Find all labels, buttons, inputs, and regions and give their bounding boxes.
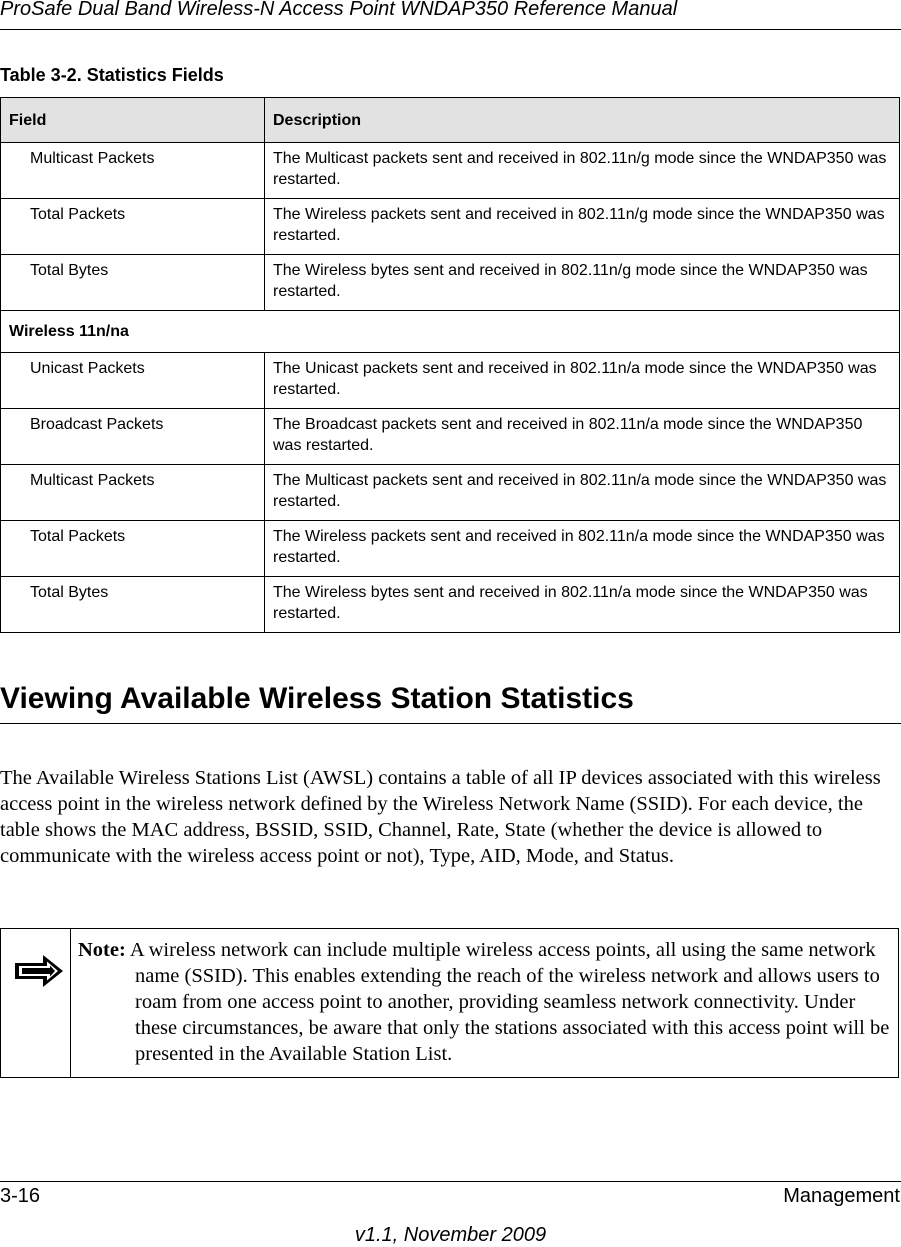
column-header-description: Description [265, 98, 900, 143]
statistics-fields-table [0, 97, 900, 633]
table-row [1, 143, 900, 199]
table-caption: Table 3-2. Statistics Fields [0, 65, 224, 85]
arrow-right-icon [13, 953, 65, 989]
table-section-row [1, 311, 900, 353]
table-header-row [1, 98, 900, 143]
description-cell: The Multicast packets sent and received in 802.11n/g mode since the WNDAP350 was restarted. [265, 143, 900, 199]
field-cell: Broadcast Packets [1, 409, 265, 465]
field-cell: Unicast Packets [1, 353, 265, 409]
field-cell: Multicast Packets [1, 143, 265, 199]
field-cell: Total Bytes [1, 255, 265, 311]
footer-rule [0, 1181, 901, 1182]
heading-rule [0, 723, 901, 724]
footer-page-number: 3-16 [0, 1185, 41, 1207]
description-cell: The Unicast packets sent and received in 802.11n/a mode since the WNDAP350 was restarted. [265, 353, 900, 409]
field-cell: Total Packets [1, 521, 265, 577]
description-cell: The Wireless bytes sent and received in 802.11n/g mode since the WNDAP350 was restarted. [265, 255, 900, 311]
note-body: A wireless network can include multiple wireless access points, all using the same network name (SSID). This enables extending the reach of the wireless network and allows users to roam from one access point to another, providing seamless network connectivity. Under these circumstances, be aware that only the stations associated with this access point will be presented in the Available Station List. [129, 939, 890, 1065]
description-cell: The Broadcast packets sent and received in 802.11n/a mode since the WNDAP350 was restarted. [265, 409, 900, 465]
table-row [1, 577, 900, 633]
field-cell: Total Packets [1, 199, 265, 255]
note-box [0, 928, 899, 1078]
note-label: Note: [78, 939, 126, 961]
field-cell: Multicast Packets [1, 465, 265, 521]
section-label-cell: Wireless 11n/na [1, 311, 900, 353]
table-row [1, 409, 900, 465]
body-paragraph: The Available Wireless Stations List (AWSL) contains a table of all IP devices associated with this wireless access point in the wireless network defined by the Wireless Network Name (SSID). For each device, the table shows the MAC address, BSSID, SSID, Channel, Rate, State (whether the device is allowed to communicate with the wireless access point or not), Type, AID, Mode, and Status. [0, 767, 881, 867]
description-cell: The Multicast packets sent and received in 802.11n/a mode since the WNDAP350 was restarted. [265, 465, 900, 521]
header-rule [0, 29, 901, 30]
page-header-title: ProSafe Dual Band Wireless-N Access Point WNDAP350 Reference Manual [0, 0, 678, 20]
description-cell: The Wireless packets sent and received in 802.11n/g mode since the WNDAP350 was restarted. [265, 199, 900, 255]
footer-chapter: Management [783, 1185, 900, 1207]
table-row [1, 255, 900, 311]
description-cell: The Wireless packets sent and received in 802.11n/a mode since the WNDAP350 was restarted. [265, 521, 900, 577]
table-row [1, 353, 900, 409]
table-row [1, 465, 900, 521]
note-text [78, 937, 893, 1067]
table-row [1, 521, 900, 577]
footer-version: v1.1, November 2009 [354, 1224, 547, 1246]
table-row [1, 199, 900, 255]
column-header-field: Field [1, 98, 265, 143]
field-cell: Total Bytes [1, 577, 265, 633]
description-cell: The Wireless bytes sent and received in 802.11n/a mode since the WNDAP350 was restarted. [265, 577, 900, 633]
section-heading: Viewing Available Wireless Station Statistics [0, 682, 634, 715]
note-icon-cell [1, 929, 71, 1077]
